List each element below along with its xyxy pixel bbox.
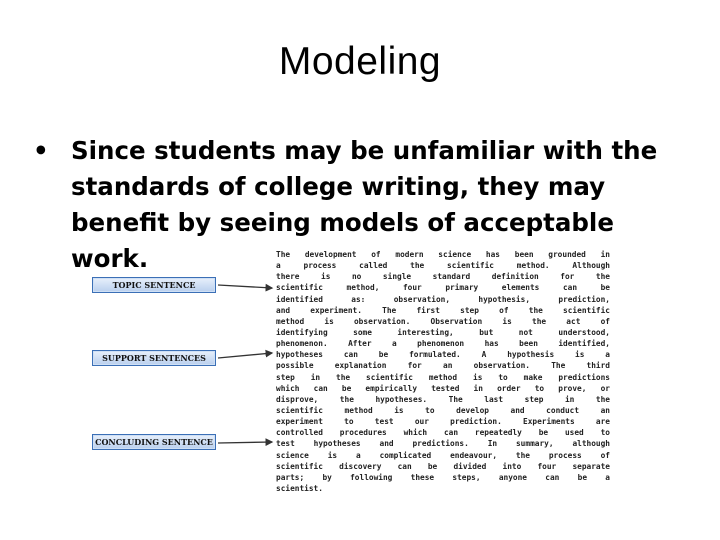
paragraph-line: there is no single standard definition for the bbox=[276, 272, 610, 282]
paragraph-line: identified as: observation, hypothesis, prediction, bbox=[276, 294, 610, 304]
topic-arrow bbox=[218, 285, 272, 288]
example-paragraph bbox=[276, 249, 610, 494]
pointer-arrows bbox=[88, 247, 288, 479]
paragraph-line: step in the scientific method is to make predictions bbox=[276, 372, 610, 382]
slide-title: Modeling bbox=[278, 40, 442, 83]
paragraph-line: test hypotheses and predictions. In summary, although bbox=[276, 439, 610, 449]
bullet-dot: • bbox=[33, 136, 49, 165]
topic-sentence-label: TOPIC SENTENCE bbox=[92, 277, 216, 293]
paragraph-line: scientific method, four primary elements can be bbox=[276, 283, 610, 293]
paragraph-line: which can be empirically tested in order to prove, or bbox=[276, 383, 610, 393]
paragraph-line: a process called the scientific method. Although bbox=[276, 261, 610, 271]
paragraph-line: science is a complicated endeavour, the process of bbox=[276, 450, 610, 460]
paragraph-line: controlled procedures which can repeatedly be used to bbox=[276, 428, 610, 438]
paragraph-line: and experiment. The first step of the scientific bbox=[276, 305, 610, 315]
paragraph-line: disprove, the hypotheses. The last step in the bbox=[276, 394, 610, 404]
paragraph-line: scientist. bbox=[276, 483, 323, 493]
paragraph-line: phenomenon. After a phenomenon has been identified, bbox=[276, 339, 610, 349]
concluding-sentence-label: CONCLUDING SENTENCE bbox=[92, 434, 216, 450]
paragraph-line: method is observation. Observation is the act of bbox=[276, 316, 610, 326]
paragraph-line: hypotheses can be formulated. A hypothesis is a bbox=[276, 350, 610, 360]
concluding-arrow bbox=[218, 442, 272, 443]
paragraph-line: experiment to test our prediction. Experiments are bbox=[276, 417, 610, 427]
paragraph-structure-figure bbox=[88, 247, 618, 493]
paragraph-line: scientific method is to develop and conduct an bbox=[276, 405, 610, 415]
support-sentences-label: SUPPORT SENTENCES bbox=[92, 350, 216, 366]
bullet-text: Since students may be unfamiliar with the standards of college writing, they may benefit by seeing models of acceptable work. bbox=[71, 136, 658, 273]
paragraph-line: The development of modern science has been grounded in bbox=[276, 250, 610, 259]
support-arrow bbox=[218, 353, 272, 358]
paragraph-line: identifying some interesting, but not understood, bbox=[276, 327, 610, 337]
paragraph-line: possible explanation for an observation. The third bbox=[276, 361, 610, 371]
paragraph-line: scientific discovery can be divided into four separate bbox=[276, 461, 610, 471]
paragraph-line: parts; by following these steps, anyone can be a bbox=[276, 472, 610, 482]
